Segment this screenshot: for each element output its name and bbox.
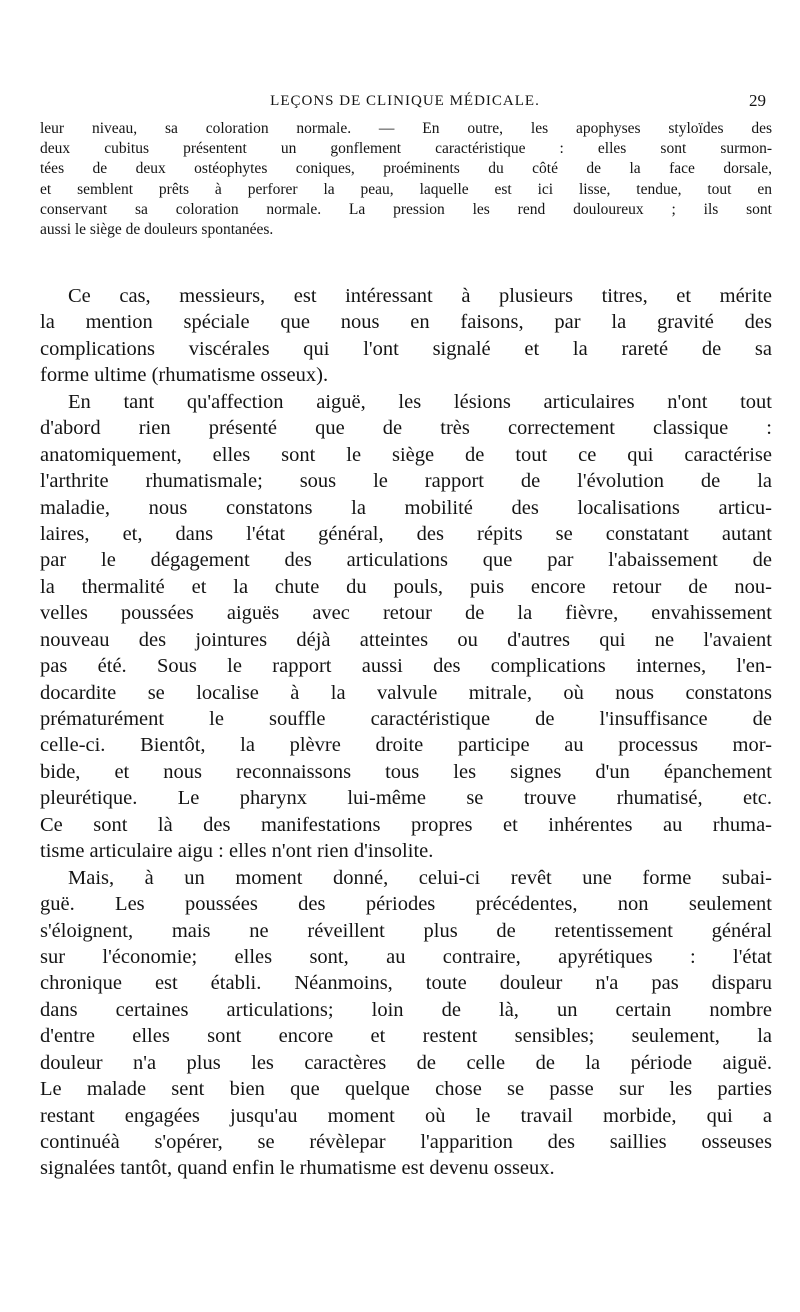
text-line: chronique est établi. Néanmoins, toute douleur n'a pas disparu (40, 972, 772, 995)
text-line: docardite se localise à la valvule mitrale, où nous constatons (40, 681, 772, 704)
text-line: et semblent prêts à perforer la peau, laquelle est ici lisse, tendue, tout en (40, 180, 772, 198)
page-number: 29 (749, 91, 766, 110)
text-line: laires, et, dans l'état général, des répits se constatant autant (40, 522, 772, 545)
text-line: celle-ci. Bientôt, la plèvre droite participe au processus mor- (40, 734, 772, 757)
text-line: douleur n'a plus les caractères de celle de la période aiguë. (40, 1051, 772, 1074)
text-line: s'éloignent, mais ne réveillent plus de retentissement général (40, 919, 772, 942)
text-line: nouveau des jointures déjà atteintes ou d'autres qui ne l'avaient (40, 628, 772, 651)
main-text-body (40, 283, 772, 1182)
text-line: maladie, nous constatons la mobilité des localisations articu- (40, 496, 772, 519)
text-line: pleurétique. Le pharynx lui-même se trouve rhumatisé, etc. (40, 787, 772, 810)
text-line: tées de deux ostéophytes coniques, proéminents du côté de la face dorsale, (40, 160, 772, 178)
text-line: la mention spéciale que nous en faisons, par la gravité des (40, 311, 772, 334)
text-line: Ce sont là des manifestations propres et inhérentes au rhuma- (40, 813, 772, 836)
text-line: guë. Les poussées des périodes précédentes, non seulement (40, 893, 772, 916)
text-line: par le dégagement des articulations que par l'abaissement de (40, 549, 772, 572)
text-line: forme ultime (rhumatisme osseux). (40, 364, 329, 387)
text-line: l'arthrite rhumatismale; sous le rapport de l'évolution de la (40, 470, 772, 493)
page-header (40, 89, 770, 113)
text-line: continuéà s'opérer, se révèlepar l'apparition des saillies osseuses (40, 1131, 772, 1153)
text-line: complications viscérales qui l'ont signalé et la rareté de sa (40, 337, 772, 360)
small-print-paragraph (40, 119, 772, 240)
text-line: aussi le siège de douleurs spontanées. (40, 220, 274, 238)
text-line: bide, et nous reconnaissons tous les signes d'un épanchement (40, 760, 772, 783)
text-line: prématurément le souffle caractéristique de l'insuffisance de (40, 708, 772, 730)
text-line: En tant qu'affection aiguë, les lésions articulaires n'ont tout (68, 390, 772, 413)
text-line: tisme articulaire aigu : elles n'ont rien d'insolite. (40, 840, 434, 863)
running-title: LEÇONS DE CLINIQUE MÉDICALE. (270, 93, 540, 109)
text-line: Mais, à un moment donné, celui-ci revêt une forme subai- (68, 866, 772, 889)
text-line: conservant sa coloration normale. La pression les rend douloureux ; ils sont (40, 200, 772, 218)
text-line: la thermalité et la chute du pouls, puis encore retour de nou- (40, 575, 772, 598)
text-line: pas été. Sous le rapport aussi des complications internes, l'en- (40, 655, 772, 678)
text-line: d'abord rien présenté que de très correctement classique : (40, 417, 772, 440)
text-line: restant engagées jusqu'au moment où le travail morbide, qui a (40, 1104, 772, 1127)
text-line: sur l'économie; elles sont, au contraire, apyrétiques : l'état (40, 945, 772, 968)
text-line: deux cubitus présentent un gonflement caractéristique : elles sont surmon- (40, 140, 772, 158)
text-line: leur niveau, sa coloration normale. — En outre, les apophyses styloïdes des (40, 120, 772, 137)
text-line: Le malade sent bien que quelque chose se passe sur les parties (40, 1078, 772, 1101)
text-line: d'entre elles sont encore et restent sensibles; seulement, la (40, 1025, 772, 1048)
text-line: Ce cas, messieurs, est intéressant à plusieurs titres, et mérite (68, 285, 772, 307)
text-line: velles poussées aiguës avec retour de la fièvre, envahissement (40, 602, 772, 625)
text-line: dans certaines articulations; loin de là, un certain nombre (40, 998, 772, 1021)
text-line: signalées tantôt, quand enfin le rhumatisme est devenu osseux. (40, 1157, 555, 1180)
text-line: anatomiquement, elles sont le siège de tout ce qui caractérise (40, 443, 772, 466)
